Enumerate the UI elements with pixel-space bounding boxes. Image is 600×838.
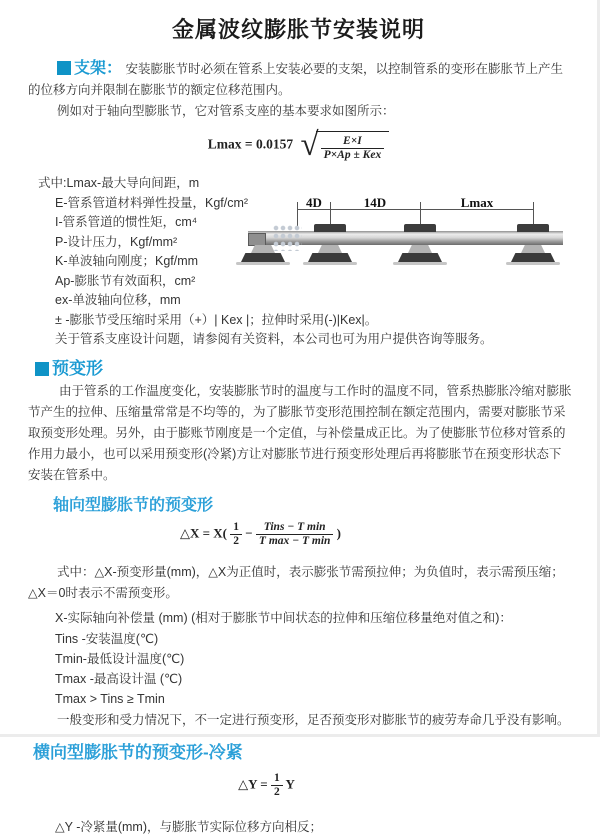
support-ground	[393, 262, 447, 265]
lateral-frac-den: 2	[273, 785, 280, 798]
axial-frac1-num: 1	[230, 521, 242, 535]
page-title: 金属波纹膨胀节安装说明	[171, 17, 425, 42]
support-clamp	[314, 224, 346, 232]
pipe-support	[506, 224, 560, 264]
support-ground	[506, 262, 560, 265]
axial-formula	[0, 521, 521, 557]
definition-line: E-管系管道材料弹性投量，Kgf/cm²	[55, 195, 249, 210]
lmax-formula-lhs: Lmax = 0.0157	[207, 136, 294, 152]
support-ground	[303, 262, 357, 265]
section-bullet-icon	[35, 362, 49, 376]
support-clamp	[517, 224, 549, 232]
definition-line: Ap-膨胀节有效面积，cm²	[55, 273, 196, 288]
axial-x-definition: X-实际轴向补偿量 (mm) (相对于膨胀节中间状态的拉伸和压缩位移量绝对值之和)：	[55, 610, 512, 625]
axial-note2: 一般变形和受力情况下，不一定进行预变形，足否预变形对膨胀节的疲劳寿命几乎没有影响。	[57, 712, 570, 727]
radical-sign-icon: √	[300, 127, 319, 163]
lmax-formula	[0, 129, 597, 169]
definition-line: 式中:Lmax-最大导向间距，m	[38, 176, 200, 190]
pipe-support-diagram	[243, 195, 583, 287]
support-base	[511, 253, 555, 262]
support-base	[398, 253, 442, 262]
section-bullet-icon	[57, 61, 71, 75]
lateral-formula	[0, 772, 533, 804]
support-base	[308, 253, 352, 262]
axial-formula-rhs: )	[336, 524, 342, 540]
axial-subheading: 轴向型膨胀节的预变形	[53, 496, 214, 514]
temp-line: Tmax -最高设计温 (℃)	[55, 671, 183, 686]
axial-formula-lhs: △X = X(	[179, 524, 227, 540]
pipe-support	[393, 224, 447, 264]
pipe-anchor-support	[236, 224, 290, 264]
lateral-subheading: 横向型膨胀节的预变形-冷紧	[33, 742, 243, 762]
support-clamp	[404, 224, 436, 232]
pipe-support	[303, 224, 357, 264]
definition-line: 关于管系支座设计问题，请参阅有关资料，本公司也可为用户提供咨询等服务。	[55, 332, 493, 346]
predeform-paragraph: 由于管系的工作温度变化，安装膨胀节时的温度与工作时的温度不同，管系热膨胀冷缩对膨胀节产生的拉伸、压缩量常常是不均等的，为了膨胀节变形范围控制在额定范围内，需要对膨胀节采取预变形处理。另外，由于膨账节刚度是一个定值，与补偿量成正比。为了使膨胀节位移对管系的作用力最小，也可以采用预变形(冷紧)方让对膨胀节进行预变形处理后再将膨胀节在预变形状态下安装在管系中。	[28, 383, 572, 482]
support-example-line: 例如对于轴向型膨胀节，它对管系支座的基本要求如图所示：	[57, 104, 395, 118]
lateral-frac-num: 1	[271, 772, 283, 786]
temperature-definitions	[55, 629, 597, 709]
support-stem	[318, 245, 342, 253]
definition-line: ± -膨胀节受压缩时采用（+）| Kex |；拉伸时采用(-)|Kex|。	[55, 312, 378, 327]
support-stem	[521, 245, 545, 253]
support-stem	[251, 245, 275, 253]
axial-frac2-num: Tins − T min	[256, 521, 334, 535]
radical-expression	[300, 129, 389, 162]
anchor-block	[248, 233, 266, 246]
temp-line: Tmax > Tins ≥ Tmin	[55, 691, 165, 706]
dimension-line	[297, 209, 533, 210]
definition-line: P-设计压力，Kgf/mm²	[55, 234, 178, 249]
support-ground	[236, 262, 290, 265]
definition-line: I-管系管道的惯性矩，cm⁴	[55, 215, 198, 229]
axial-note: 式中：△X-预变形量(mm)，△X为正值时，表示膨张节需预拉伸；为负值时，表示需预压缩；△X＝0时表示不需预变形。	[28, 564, 564, 600]
support-heading: 支架：	[57, 60, 122, 77]
section-support	[28, 58, 573, 122]
definition-line: ex-单波轴向位移，mm	[55, 293, 181, 307]
dim-label-14d: 14D	[363, 195, 387, 210]
temp-line: Tmin-最低设计温度(℃)	[55, 651, 185, 666]
support-stem	[408, 245, 432, 253]
dim-label-4d: 4D	[306, 195, 322, 210]
section-predeform-heading: 预变形	[35, 359, 597, 378]
temp-line: Tins -安装温度(℃)	[55, 631, 159, 646]
lmax-formula-denominator: P×Ap ± Kex	[323, 149, 382, 161]
axial-frac1-den: 2	[233, 534, 239, 547]
support-intro-text: 安装膨胀节时必须在管系上安装必要的支架，以控制管系的变形在膨胀节上产生的位移方向并限制在膨胀节的额定位移范围内。	[28, 62, 564, 97]
lateral-formula-rhs: Y	[285, 775, 295, 791]
axial-formula-minus: −	[245, 524, 253, 540]
lateral-formula-lhs: △Y =	[238, 775, 268, 791]
support-intro-paragraph	[28, 58, 573, 101]
definition-line: K-单波轴向刚度；Kgf/mm	[55, 254, 199, 268]
dim-label-lmax: Lmax	[460, 195, 494, 210]
lmax-formula-numerator: E×I	[321, 135, 385, 149]
lateral-note: △Y -冷紧量(mm)，与膨胀节实际位移方向相反；	[55, 819, 323, 834]
axial-frac2-den: T max − T min	[258, 534, 331, 547]
support-base	[241, 253, 285, 262]
